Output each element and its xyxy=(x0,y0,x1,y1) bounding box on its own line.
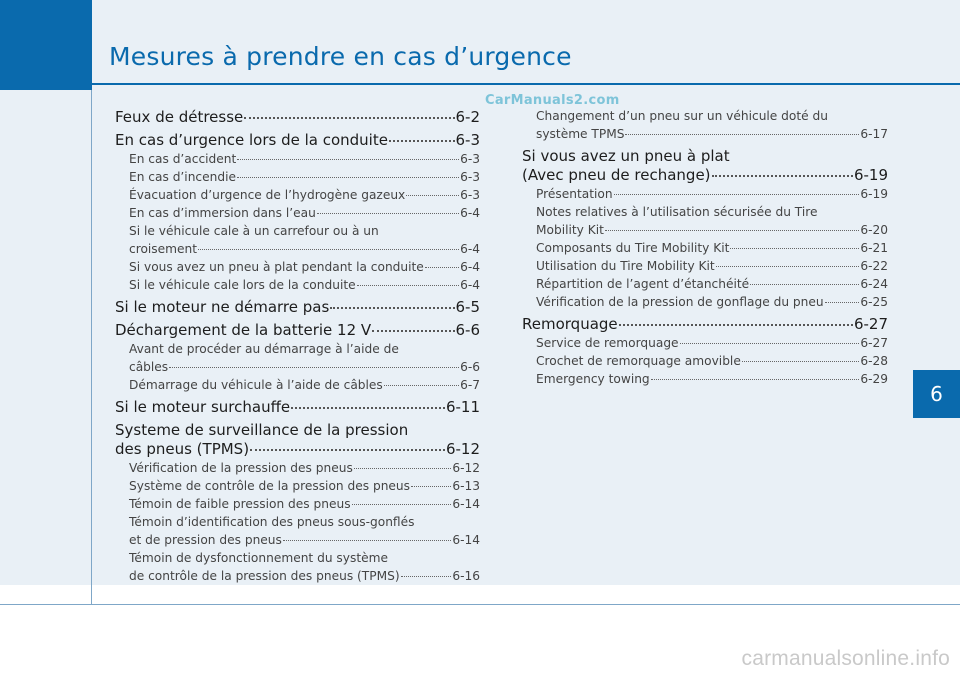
toc-subentry[interactable]: et de pression des pneus 6-14 xyxy=(129,533,480,547)
toc-subentry[interactable]: Système de contrôle de la pression des pneus 6-13 xyxy=(129,479,480,493)
toc-entry[interactable]: des pneus (TPMS) 6-12 xyxy=(115,440,480,458)
toc-subentry[interactable]: câbles 6-6 xyxy=(129,360,480,374)
left-margin-rule xyxy=(91,90,92,605)
toc-subentry[interactable]: Crochet de remorquage amovible 6-28 xyxy=(536,354,888,368)
toc-entry[interactable]: En cas d’urgence lors de la conduite 6-3 xyxy=(115,131,480,149)
toc-subentry[interactable]: Témoin de faible pression des pneus 6-14 xyxy=(129,497,480,511)
watermark-top: CarManuals2.com xyxy=(485,93,620,108)
toc-subentry-line: Notes relatives à l’utilisation sécurisée du Tire xyxy=(536,205,818,219)
toc-subentry[interactable]: Service de remorquage 6-27 xyxy=(536,336,888,350)
toc-entry-line: Systeme de surveillance de la pression xyxy=(115,421,409,439)
chapter-tab[interactable]: 6 xyxy=(913,370,960,418)
toc-subentry[interactable]: Répartition de l’agent d’étanchéité 6-24 xyxy=(536,277,888,291)
toc-subentry-line: Si le véhicule cale à un carrefour ou à un xyxy=(129,224,379,238)
toc-column-right xyxy=(522,107,888,388)
watermark-footer: carmanualsonline.info xyxy=(741,647,950,670)
toc-subentry[interactable]: croisement 6-4 xyxy=(129,242,480,256)
toc-subentry-line: Changement d’un pneu sur un véhicule doté du xyxy=(536,109,828,123)
toc-subentry[interactable]: Composants du Tire Mobility Kit 6-21 xyxy=(536,241,888,255)
toc-entry[interactable]: Si le moteur surchauffe 6-11 xyxy=(115,398,480,416)
toc-entry[interactable]: (Avec pneu de rechange) 6-19 xyxy=(522,166,888,184)
toc-entry[interactable]: Feux de détresse 6-2 xyxy=(115,108,480,126)
toc-entry-line: Si vous avez un pneu à plat xyxy=(522,147,730,165)
toc-subentry[interactable]: Évacuation d’urgence de l’hydrogène gazeux 6-3 xyxy=(129,188,480,202)
toc-subentry[interactable]: Vérification de la pression des pneus 6-12 xyxy=(129,461,480,475)
toc-entry[interactable]: Déchargement de la batterie 12 V 6-6 xyxy=(115,321,480,339)
toc-subentry[interactable]: Si le véhicule cale lors de la conduite 6-4 xyxy=(129,278,480,292)
toc-subentry-line: Témoin de dysfonctionnement du système xyxy=(129,551,388,565)
toc-subentry[interactable]: Utilisation du Tire Mobility Kit 6-22 xyxy=(536,259,888,273)
toc-subentry[interactable]: de contrôle de la pression des pneus (TPMS) 6-16 xyxy=(129,569,480,583)
toc-entry[interactable]: Si le moteur ne démarre pas 6-5 xyxy=(115,298,480,316)
bottom-rule xyxy=(0,604,960,605)
toc-subentry[interactable]: système TPMS 6-17 xyxy=(536,127,888,141)
toc-subentry[interactable]: Présentation 6-19 xyxy=(536,187,888,201)
toc-entry[interactable]: Remorquage 6-27 xyxy=(522,315,888,333)
toc-subentry[interactable]: Démarrage du véhicule à l’aide de câbles 6-7 xyxy=(129,378,480,392)
toc-subentry-line: Témoin d’identification des pneus sous-gonflés xyxy=(129,515,415,529)
toc-subentry[interactable]: En cas d’immersion dans l’eau 6-4 xyxy=(129,206,480,220)
toc-subentry[interactable]: En cas d’incendie 6-3 xyxy=(129,170,480,184)
toc-subentry[interactable]: Emergency towing 6-29 xyxy=(536,372,888,386)
toc-subentry[interactable]: En cas d’accident 6-3 xyxy=(129,152,480,166)
toc-subentry[interactable]: Mobility Kit 6-20 xyxy=(536,223,888,237)
header-accent-block xyxy=(0,0,92,90)
toc-subentry-line: Avant de procéder au démarrage à l’aide de xyxy=(129,342,399,356)
title-underline xyxy=(92,83,960,85)
toc-subentry[interactable]: Vérification de la pression de gonflage du pneu 6-25 xyxy=(536,295,888,309)
toc-subentry[interactable]: Si vous avez un pneu à plat pendant la conduite 6-4 xyxy=(129,260,480,274)
page-title: Mesures à prendre en cas d’urgence xyxy=(109,42,572,71)
toc-column-left xyxy=(115,108,480,585)
